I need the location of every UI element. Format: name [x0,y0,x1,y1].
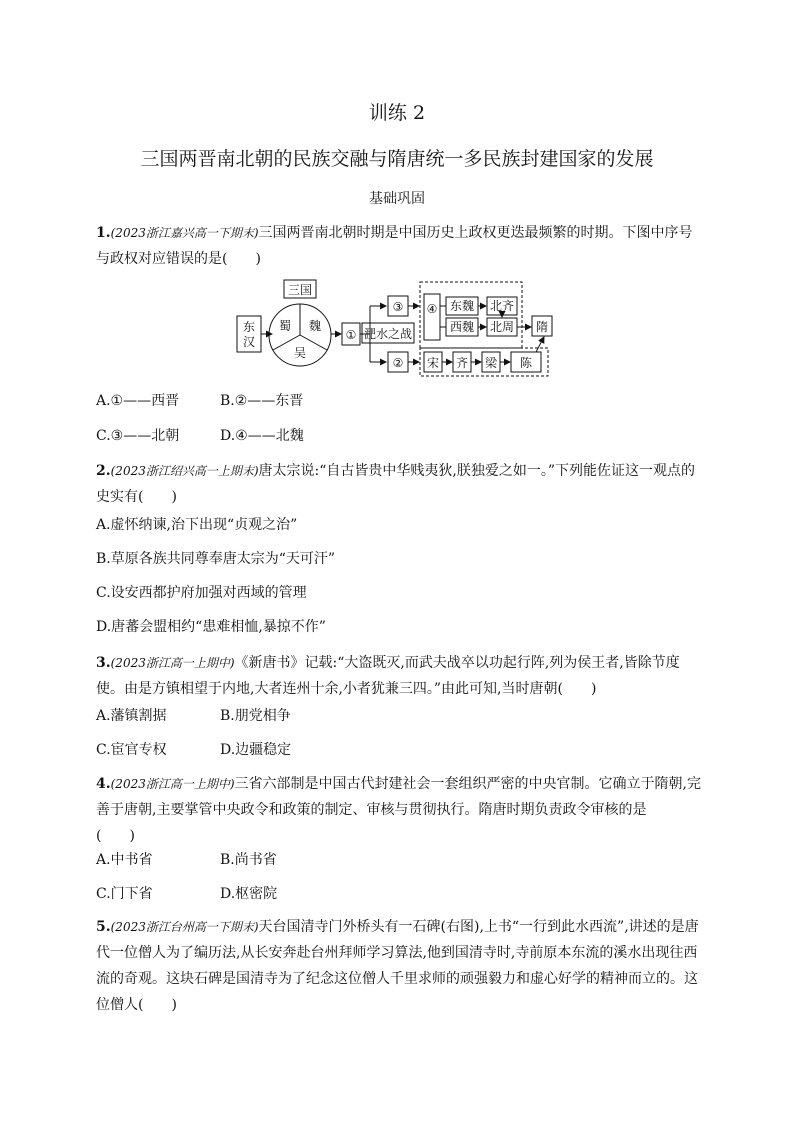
label-n3: ③ [392,300,404,314]
label-wu: 吴 [293,346,307,360]
label-chen: 陈 [519,356,533,370]
label-feishui: 淝水之战 [363,327,413,341]
q1-option-d: D.④——北魏 [220,428,304,444]
question-number: 4. [96,776,111,792]
q4-option-d: D.枢密院 [220,886,278,902]
label-donghan-1: 东 [242,320,256,334]
question-text: 《新唐书》记载:“大盗既灭,而武夫战卒以功起行阵,列为侯王者,皆除节度使。由是方镇相望于内地,大者连州十余,小者犹兼三四。”由此可知,当时唐朝( ) [96,655,680,697]
question-5 [96,914,702,1018]
q2-option-c: C.设安西都护府加强对西域的管理 [96,585,307,601]
label-dongwei: 东魏 [449,299,475,313]
question-text: 三国两晋南北朝时期是中国历史上政权更迭最频繁的时期。下图中序号与政权对应错误的是( ) [96,225,693,267]
q1-option-b: B.②——东晋 [220,393,304,409]
page-title: 训练 2 [368,102,426,124]
label-shu: 蜀 [278,319,292,333]
question-text: 三省六部制是中国古代封建社会一套组织严密的中央官制。它确立于隋朝,完善于唐朝,主要掌管中央政令和政策的制定、审核与贯彻执行。隋唐时期负责政令审核的是 [96,776,701,818]
q2-option-d: D.唐蕃会盟相约“患难相恤,暴掠不作” [96,619,326,635]
label-sui: 隋 [535,320,549,334]
question-text: 唐太宗说:“自古皆贵中华贱夷狄,朕独爱之如一。”下列能佐证这一观点的史实有( ) [96,463,696,505]
question-3 [96,650,702,702]
label-beizhou: 北周 [489,320,515,334]
label-donghan-2: 汉 [242,335,256,349]
q3-option-d: D.边疆稳定 [220,742,292,758]
question-source: (2023浙江高一上期中) [110,656,235,670]
q1-option-a: A.①——西晋 [96,393,180,409]
question-source: (2023浙江高一上期中) [110,777,235,791]
q1-option-c: C.③——北朝 [96,428,180,444]
q2-option-b: B.草原各族共同尊奉唐太宗为“天可汗” [96,551,336,567]
q4-option-a: A.中书省 [96,852,153,868]
label-wei: 魏 [308,319,322,333]
label-liang: 梁 [484,356,498,370]
label-beiqi: 北齐 [489,299,515,313]
label-qi: 齐 [455,356,469,370]
question-number: 3. [96,655,111,671]
label-sanguo: 三国 [287,283,313,297]
label-n4: ④ [426,302,438,316]
question-number: 5. [96,919,111,935]
question-source: (2023浙江嘉兴高一下期末) [110,226,259,240]
q3-option-c: C.宦官专权 [96,742,167,758]
answer-blank: ( ) [96,828,135,844]
question-number: 1. [96,225,111,241]
question-source: (2023浙江台州高一下期末) [110,920,259,934]
label-n1: ① [345,328,357,342]
dynasty-diagram [236,278,566,380]
q4-option-c: C.门下省 [96,886,153,902]
label-song: 宋 [426,356,440,370]
q4-option-b: B.尚书省 [220,852,277,868]
box-n4 [424,294,440,340]
page-subtitle: 三国两晋南北朝的民族交融与隋唐统一多民族封建国家的发展 [140,148,654,170]
q3-option-b: B.朋党相争 [220,708,291,724]
q3-option-a: A.藩镇割据 [96,708,167,724]
question-number: 2. [96,463,111,479]
q2-option-a: A.虚怀纳谏,治下出现“贞观之治” [96,517,298,533]
label-xiwei: 西魏 [449,320,475,334]
question-text: 天台国清寺门外桥头有一石碑(右图),上书“一行到此水西流”,讲述的是唐代一位僧人为了编历法,从长安奔赴台州拜师学习算法,他到国清寺时,寺前原本东流的溪水出现往西流的奇观。这块石碑是国清寺为了纪念这位僧人千里求师的顽强毅力和虚心好学的精神而立的。这位僧人( ) [96,919,699,1013]
section-heading: 基础巩固 [369,191,425,207]
question-source: (2023浙江绍兴高一上期末) [110,464,259,478]
label-n2: ② [392,356,404,370]
question-4 [96,771,702,849]
question-2 [96,458,702,510]
question-1 [96,220,702,272]
